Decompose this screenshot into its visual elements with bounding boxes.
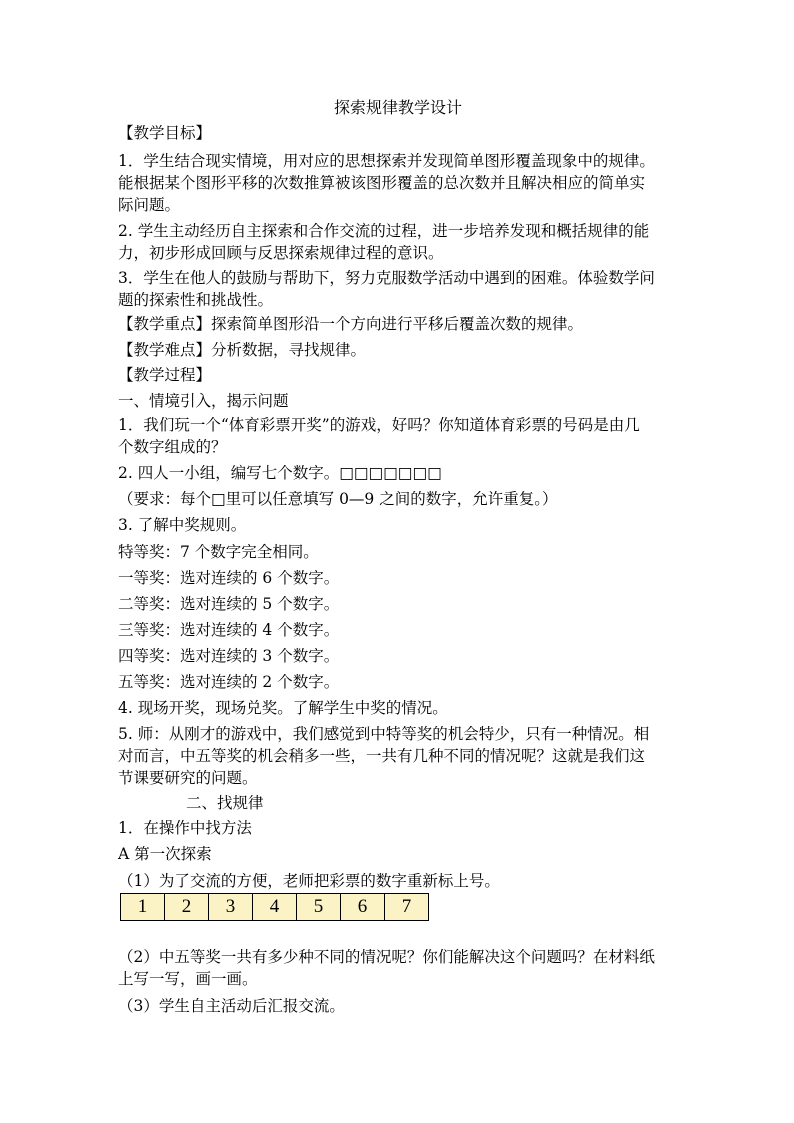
page-title: 探索规律教学设计: [333, 98, 462, 117]
text-line: 上写一写，画一画。: [118, 970, 258, 988]
lottery-number-cell: 4: [253, 894, 297, 921]
text-line: 1．我们玩一个“体育彩票开奖”的游戏，好吗？你知道体育彩票的号码是由几: [118, 416, 640, 434]
text-line: 五等奖：选对连续的 2 个数字。: [118, 673, 340, 691]
lottery-number-cell: 6: [341, 894, 385, 921]
text-line: 三等奖：选对连续的 4 个数字。: [118, 621, 340, 639]
text-line: 1．在操作中找方法: [118, 819, 252, 837]
lottery-number-cell: 5: [297, 894, 341, 921]
text-line: 特等奖：7 个数字完全相同。: [118, 543, 319, 561]
lottery-number-cell: 2: [165, 894, 209, 921]
text-line: （2）中五等奖一共有多少种不同的情况呢？你们能解决这个问题吗？在材料纸: [118, 948, 655, 966]
text-line: 4. 现场开奖，现场兑奖。了解学生中奖的情况。: [118, 699, 448, 717]
section-heading: 【教学目标】: [118, 124, 212, 142]
text-line: 际问题。: [118, 196, 181, 214]
text-line: 5. 师：从刚才的游戏中，我们感觉到中特等奖的机会特少，只有一种情况。相: [118, 725, 650, 743]
section-heading: 【教学过程】: [118, 366, 212, 384]
text-line: 3. 了解中奖规则。: [118, 516, 247, 534]
text-line: 一等奖：选对连续的 6 个数字。: [118, 569, 340, 587]
text-line: 对而言，中五等奖的机会稍多一些，一共有几种不同的情况呢？这就是我们这: [118, 747, 646, 765]
text-line: 3．学生在他人的鼓励与帮助下，努力克服数学活动中遇到的困难。体验数学问: [118, 269, 655, 287]
text-line: （3）学生自主活动后汇报交流。: [118, 997, 345, 1015]
text-line: （1）为了交流的方便，老师把彩票的数字重新标上号。: [118, 872, 500, 890]
lottery-number-row: [121, 894, 429, 921]
text-line: 力，初步形成回顾与反思探索规律过程的意识。: [118, 244, 444, 262]
text-line: 题的探索性和挑战性。: [118, 291, 274, 309]
text-line: 一、情境引入，揭示问题: [118, 392, 289, 410]
text-line: 2. 学生主动经历自主探索和合作交流的过程，进一步培养发现和概括规律的能: [118, 222, 650, 240]
lottery-number-cell: 3: [209, 894, 253, 921]
text-line: 2. 四人一小组，编写七个数字。□□□□□□□: [118, 464, 442, 482]
text-line: 【教学重点】探索简单图形沿一个方向进行平移后覆盖次数的规律。: [118, 315, 584, 333]
text-line: （要求：每个□里可以任意填写 0—9 之间的数字，允许重复。）: [118, 490, 558, 508]
text-line: 个数字组成的？: [118, 438, 227, 456]
text-line: A 第一次探索: [118, 845, 212, 863]
lottery-number-cell: 7: [385, 894, 429, 921]
text-line: 四等奖：选对连续的 3 个数字。: [118, 647, 340, 665]
lottery-number-cell: 1: [121, 894, 165, 921]
text-line: 二等奖：选对连续的 5 个数字。: [118, 595, 340, 613]
text-line: 节课要研究的问题。: [118, 769, 258, 787]
text-line: 能根据某个图形平移的次数推算被该图形覆盖的总次数并且解决相应的简单实: [118, 174, 646, 192]
text-line: 二、找规律: [186, 794, 264, 812]
lottery-number-table: [120, 893, 429, 921]
text-line: 1．学生结合现实情境，用对应的思想探索并发现简单图形覆盖现象中的规律。: [118, 152, 655, 170]
text-line: 【教学难点】分析数据，寻找规律。: [118, 341, 367, 359]
